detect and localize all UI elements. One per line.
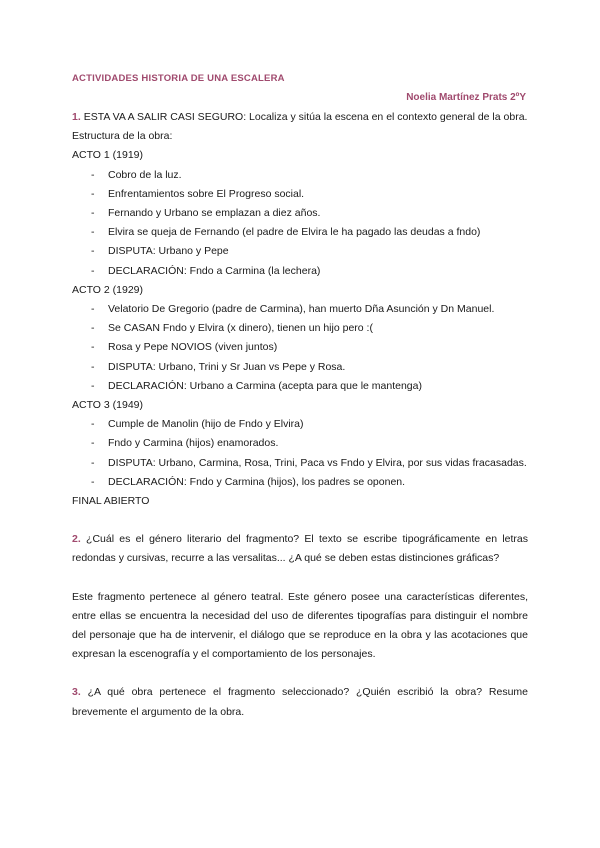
- list-item: - Rosa y Pepe NOVIOS (viven juntos): [72, 338, 528, 357]
- list-item: - Fndo y Carmina (hijos) enamorados.: [72, 434, 528, 453]
- question-2: [72, 530, 528, 568]
- list-item: - DECLARACIÓN: Urbano a Carmina (acepta para que le mantenga): [72, 377, 528, 396]
- question-3-number: 3.: [72, 686, 81, 699]
- list-item: - DISPUTA: Urbano, Carmina, Rosa, Trini, Paca vs Fndo y Elvira, por sus vidas fracasadas.: [72, 454, 528, 473]
- act-2-label: ACTO 2 (1929): [72, 283, 144, 296]
- list-item: - Se CASAN Fndo y Elvira (x dinero), tienen un hijo pero :(: [72, 319, 528, 338]
- spacer: [72, 664, 528, 683]
- act-1-label: ACTO 1 (1919): [72, 149, 144, 162]
- list-item: - Velatorio De Gregorio (padre de Carmina), han muerto Dña Asunción y Dn Manuel.: [72, 300, 528, 319]
- list-item: - DECLARACIÓN: Fndo a Carmina (la lechera): [72, 262, 528, 281]
- act-3-label: ACTO 3 (1949): [72, 399, 144, 412]
- list-item: - Elvira se queja de Fernando (el padre de Elvira le ha pagado las deudas a fndo): [72, 223, 528, 242]
- spacer: [72, 569, 528, 588]
- question-1-number: 1.: [72, 111, 81, 123]
- list-item: - Cumple de Manolin (hijo de Fndo y Elvira): [72, 415, 528, 434]
- act-2-list: [72, 300, 528, 396]
- question-2-text: ¿Cuál es el género literario del fragmento? El texto se escribe tipográficamente en letras redondas y cursivas, recurre a las versalitas... ¿A qué se deben estas distinciones gráficas?: [72, 533, 528, 565]
- question-3-text: ¿A qué obra pertenece el fragmento seleccionado? ¿Quién escribió la obra? Resume brevemente el argumento de la obra.: [72, 686, 529, 718]
- author-name: Noelia Martínez Prats 2ºY: [406, 92, 526, 103]
- question-2-number: 2.: [72, 533, 81, 546]
- answer-2: Este fragmento pertenece al género teatral. Este género posee una características diferentes, entre ellas se encuentra la necesidad del uso de diferentes tipografías para distinguir el nombre del personaje que ha de intervenir, el diálogo que se reproduce en la obra y las acotaciones que expresan la escenografía y el comportamiento de los personajes.: [72, 590, 528, 661]
- list-item: - Cobro de la luz.: [72, 166, 528, 185]
- list-item: - Fernando y Urbano se emplazan a diez años.: [72, 204, 528, 223]
- act-3-list: [72, 415, 528, 492]
- spacer: [72, 511, 528, 530]
- question-1-text: ESTA VA A SALIR CASI SEGURO: Localiza y sitúa la escena en el contexto general de la obra.: [83, 111, 528, 123]
- structure-label: Estructura de la obra:: [72, 130, 173, 143]
- list-item: - DISPUTA: Urbano y Pepe: [72, 242, 528, 261]
- list-item: - DISPUTA: Urbano, Trini y Sr Juan vs Pepe y Rosa.: [72, 358, 528, 377]
- list-item: - Enfrentamientos sobre El Progreso social.: [72, 185, 528, 204]
- question-1: [72, 108, 528, 127]
- act-1-list: [72, 166, 528, 281]
- document-body: [72, 108, 528, 722]
- question-3: [72, 683, 528, 721]
- final-label: FINAL ABIERTO: [72, 495, 150, 508]
- document-title: ACTIVIDADES HISTORIA DE UNA ESCALERA: [72, 73, 285, 84]
- list-item: - DECLARACIÓN: Fndo y Carmina (hijos), los padres se oponen.: [72, 473, 528, 492]
